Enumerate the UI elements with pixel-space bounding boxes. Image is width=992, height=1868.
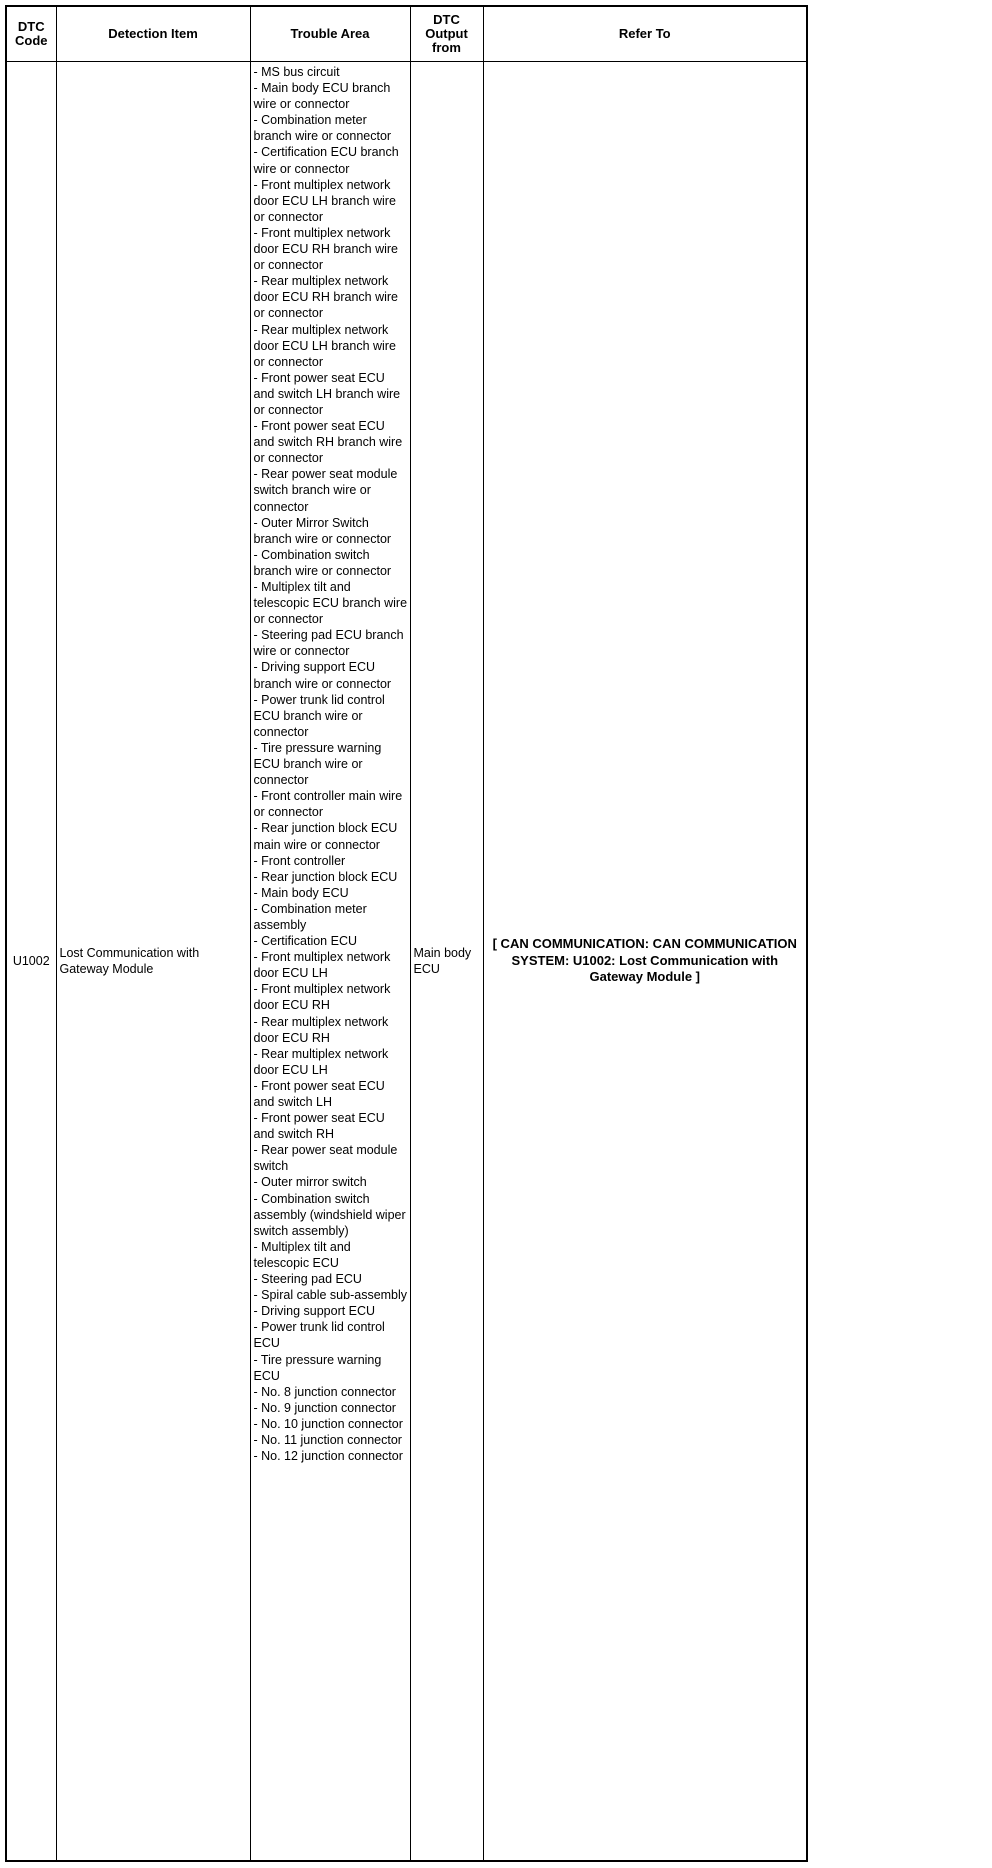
trouble-area-item: - Outer Mirror Switch branch wire or connector [253,515,392,546]
trouble-area-item: - No. 11 junction connector [253,1432,402,1447]
trouble-area-item: - Spiral cable sub-assembly [253,1288,408,1303]
header-dtc-code: DTC Code [6,6,56,62]
trouble-area-item: - No. 12 junction connector [253,1449,403,1464]
dtc-code-cell: U1002 [6,62,56,1862]
trouble-area-item: - Combination meter assembly [253,901,367,932]
trouble-area-item: - Front multiplex network door ECU RH [253,982,391,1013]
trouble-area-item: - Steering pad ECU [253,1272,362,1287]
trouble-area-item: - No. 9 junction connector [253,1400,396,1415]
trouble-area-item: - Rear power seat module switch branch wire or connector [253,467,398,514]
trouble-area-item: - Front controller main wire or connector [253,789,403,820]
trouble-area-item: - Outer mirror switch [253,1175,367,1190]
trouble-area-item: - Front multiplex network door ECU RH branch wire or connector [253,225,398,273]
dtc-table [5,5,808,1862]
trouble-area-item: - Rear multiplex network door ECU LH [253,1046,389,1077]
trouble-area-item: - No. 10 junction connector [253,1416,403,1431]
trouble-area-item: - Combination switch branch wire or connector [253,547,392,578]
dtc-output-from-cell: Main body ECU [410,62,483,1862]
trouble-area-item: - No. 8 junction connector [253,1384,396,1399]
trouble-area-item: - Rear junction block ECU main wire or connector [253,821,398,852]
trouble-area-item: - Multiplex tilt and telescopic ECU branch wire or connector [253,580,408,627]
trouble-area-item: - Front power seat ECU and switch LH [253,1078,385,1109]
header-trouble-area: Trouble Area [250,6,410,62]
table-header [6,6,807,62]
trouble-area-item: - MS bus circuit [253,65,340,79]
header-row [6,6,807,62]
trouble-area-list [254,64,408,1464]
trouble-area-item: - Certification ECU [253,934,357,949]
header-dtc-output-from: DTC Output from [410,6,483,62]
trouble-area-item: - Combination meter branch wire or connector [253,113,392,144]
refer-to-cell [483,62,807,1862]
detection-item-cell: Lost Communication with Gateway Module [56,62,250,1862]
table-body [6,62,807,1862]
refer-to-link[interactable]: [ CAN COMMUNICATION: CAN COMMUNICATION SYSTEM: U1002: Lost Communication with Gateway Module ] [492,936,797,985]
trouble-area-item: - Rear multiplex network door ECU RH [253,1014,389,1045]
trouble-area-item: - Rear junction block ECU [253,869,398,884]
trouble-area-item: - Driving support ECU branch wire or connector [253,660,392,691]
trouble-area-item: - Front controller [253,853,346,868]
trouble-area-item: - Power trunk lid control ECU branch wire or connector [253,692,385,739]
trouble-area-item: - Driving support ECU [253,1304,376,1319]
trouble-area-item: - Main body ECU branch wire or connector [253,81,391,112]
trouble-area-item: - Front power seat ECU and switch RH branch wire or connector [253,419,403,466]
trouble-area-item: - Tire pressure warning ECU [253,1352,382,1383]
header-detection-item: Detection Item [56,6,250,62]
trouble-area-item: - Combination switch assembly (windshield wiper switch assembly) [253,1191,406,1238]
header-refer-to: Refer To [483,6,807,62]
trouble-area-item: - Rear power seat module switch [253,1143,398,1174]
trouble-area-item: - Front multiplex network door ECU LH [253,950,391,981]
trouble-area-item: - Front power seat ECU and switch RH [253,1111,385,1142]
trouble-area-item: - Certification ECU branch wire or connector [253,145,399,176]
trouble-area-item: - Front power seat ECU and switch LH branch wire or connector [253,370,401,417]
trouble-area-item: - Power trunk lid control ECU [253,1320,385,1351]
table-row [6,62,807,1862]
trouble-area-item: - Tire pressure warning ECU branch wire or connector [253,740,382,788]
trouble-area-item: - Multiplex tilt and telescopic ECU [253,1239,351,1270]
trouble-area-item: - Rear multiplex network door ECU LH branch wire or connector [253,322,396,369]
trouble-area-item: - Steering pad ECU branch wire or connector [253,628,404,659]
trouble-area-cell [250,62,410,1862]
trouble-area-item: - Front multiplex network door ECU LH branch wire or connector [253,177,396,224]
trouble-area-item: - Main body ECU [253,885,349,900]
trouble-area-item: - Rear multiplex network door ECU RH branch wire or connector [253,274,398,321]
